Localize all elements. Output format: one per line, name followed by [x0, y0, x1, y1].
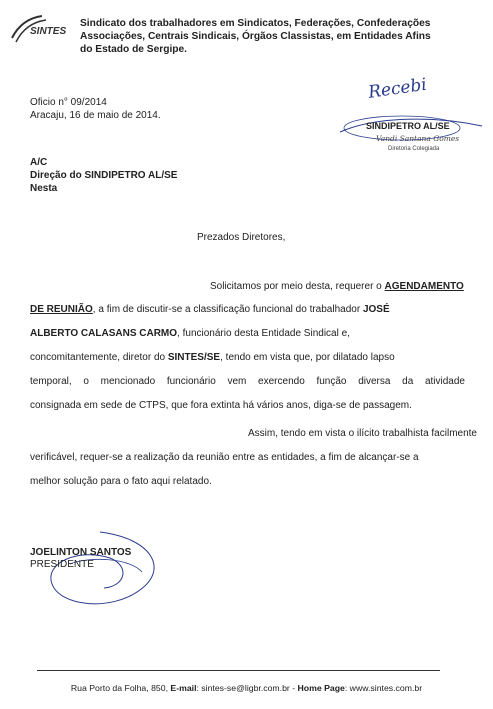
body-text-span: , a fim de discutir-se a classificação funcional do trabalhador — [92, 304, 363, 315]
body-text-span: concomitantemente, diretor do — [30, 352, 168, 363]
footer-address: Rua Porto da Folha, 850, — [70, 683, 171, 693]
org-line: Sindicato dos trabalhadores em Sindicatos, Federações, Confederações — [80, 18, 431, 29]
letter-date: Aracaju, 16 de maio de 2014. — [30, 110, 161, 121]
signer-name: JOELINTON SANTOS — [30, 547, 132, 558]
body-line: consignada em sede de CTPS, que fora extinta há vários anos, diga-se de passagem. — [30, 400, 412, 411]
footer-contact — [0, 683, 493, 693]
recipient-local: Nesta — [30, 183, 58, 194]
body-line — [30, 352, 465, 364]
recipient-block — [30, 156, 177, 195]
reference-block — [30, 96, 161, 122]
body-line — [30, 328, 465, 340]
footer-email-label: E-mail — [170, 683, 197, 693]
footer-email: : sintes-se@ligbr.com.br - — [196, 683, 298, 693]
org-line: do Estado de Sergipe. — [80, 44, 187, 55]
recipient-name: Direção do SINDIPETRO AL/SE — [30, 170, 178, 181]
footer-divider — [37, 670, 440, 671]
oficio-number: Oficio n° 09/2014 — [30, 97, 107, 108]
sintes-logo — [8, 12, 70, 44]
body-text-span: , funcionário desta Entidade Sindical e, — [177, 328, 350, 339]
footer-home-label: Home Page — [297, 683, 345, 693]
footer-home: : www.sintes.com.br — [344, 683, 423, 693]
body-text-span: Solicitamos por meio desta, requerer o — [210, 281, 385, 292]
body-line: verificável, requer-se a realização da reunião entre as entidades, a fim de alcançar-se a — [30, 452, 419, 463]
org-line: Associações, Centrais Sindicais, Órgãos Classistas, em Entidades Afins — [80, 31, 431, 42]
entity-sintes: SINTES/SE — [167, 352, 221, 363]
organization-name — [80, 17, 480, 56]
body-line: melhor solução para o fato aqui relatado. — [30, 476, 212, 487]
worker-name-part: JOSÉ — [362, 304, 390, 315]
recipient-attn: A/C — [30, 157, 48, 168]
body-line — [210, 281, 464, 293]
greeting: Prezados Diretores, — [197, 232, 286, 243]
received-stamp — [336, 66, 486, 166]
body-line — [30, 304, 465, 316]
stamp-role: Diretoria Colegiada — [388, 146, 440, 152]
body-line: Assim, tendo em vista o ilícito trabalhista facilmente — [248, 428, 477, 439]
logo-text: SINTES — [30, 26, 67, 37]
body-line: temporal, o mencionado funcionário vem exercendo função diversa da atividade — [30, 376, 465, 387]
stamp-org: SINDIPETRO AL/SE — [366, 121, 450, 131]
highlight-agendamento: AGENDAMENTO — [384, 281, 464, 292]
handwritten-recebi: Recebi — [367, 74, 428, 103]
signer-role: PRESIDENTE — [30, 559, 94, 570]
highlight-de-reuniao: DE REUNIÃO — [30, 304, 93, 315]
worker-name-part: ALBERTO CALASANS CARMO — [30, 328, 178, 339]
stamp-signer: Vandi Santana Gomes — [376, 134, 460, 143]
body-text-span: , tendo em vista que, por dilatado lapso — [220, 352, 395, 363]
